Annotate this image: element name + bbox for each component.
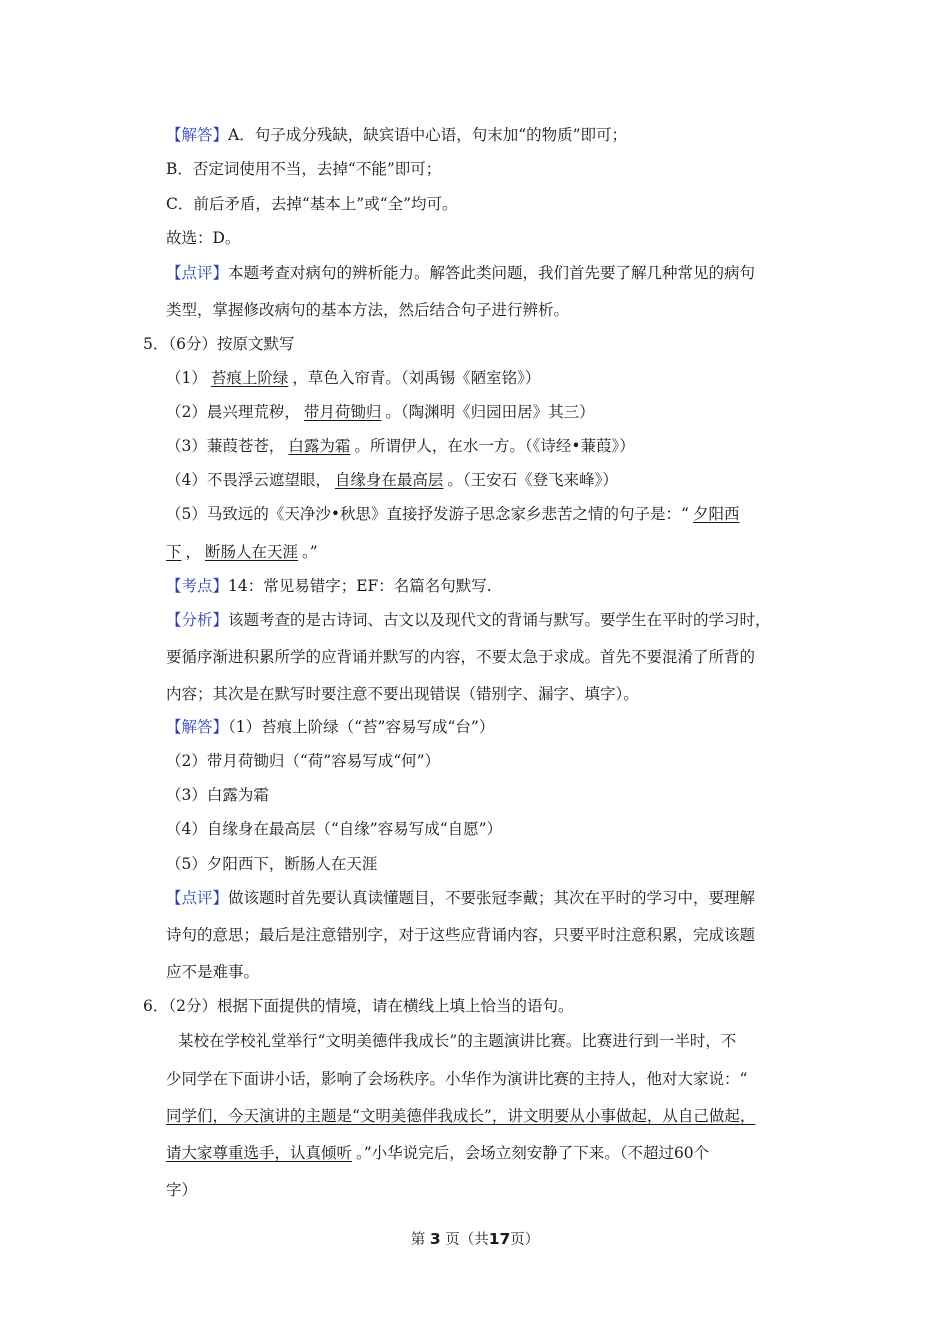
blank-fill: 下 (166, 543, 182, 561)
q4-answer-a: 【解答】A．句子成分残缺，缺宾语中心语，句末加“的物质”即可； (166, 126, 628, 144)
answer-tag: 【解答】 (166, 126, 229, 144)
page-footer: 第 3 页（共17页） (410, 1230, 540, 1248)
blank-fill: 同学们，今天演讲的主题是“文明美德伴我成长”，讲文明要从小事做起，从自己做起， (166, 1107, 756, 1125)
analysis-tag: 【分析】 (166, 611, 229, 629)
comment-tag: 【点评】 (166, 889, 229, 907)
q4-comment-2: 类型，掌握修改病句的基本方法，然后结合句子进行辨析。 (166, 301, 570, 319)
q5-analysis-1: 【分析】该题考查的是古诗词、古文以及现代文的背诵与默写。要学生在平时的学习时， (166, 611, 771, 629)
q4-choice: 故选：D。 (166, 229, 241, 247)
blank-fill: 自缘身在最高层 (334, 471, 444, 489)
q5-answer-5: （5）夕阳西下，断肠人在天涯 (166, 855, 378, 873)
q5-comment-1: 【点评】做该题时首先要认真读懂题目，不要张冠李戴；其次在平时的学习中，要理解 (166, 889, 756, 907)
q5-title: 5．（6分）按原文默写 (143, 335, 295, 353)
q6-para-last: 字） (166, 1181, 198, 1199)
q5-item-1: （1） 苔痕上阶绿 ，草色入帘青。（刘禹锡《陋室铭》） (166, 369, 541, 387)
page-number: 3 (429, 1230, 441, 1248)
q5-answer-4: （4）自缘身在最高层（“自缘”容易写成“自愿”） (166, 820, 503, 838)
q5-analysis-3: 内容；其次是在默写时要注意不要出现错误（错别字、漏字、填字）。 (166, 685, 639, 703)
blank-fill: 断肠人在天涯 (205, 543, 299, 561)
blank-fill: 夕阳西 (692, 505, 740, 523)
q6-title: 6．（2分）根据下面提供的情境，请在横线上填上恰当的语句。 (143, 997, 574, 1015)
answer-tag: 【解答】 (166, 718, 229, 736)
q5-answer-1: 【解答】（1）苔痕上阶绿（“苔”容易写成“台”） (166, 718, 495, 736)
q5-answer-3: （3）白露为霜 (166, 786, 269, 804)
q4-answer-b: B．否定词使用不当，去掉“不能”即可； (166, 160, 442, 178)
blank-fill: 苔痕上阶绿 (210, 369, 289, 387)
comment-tag: 【点评】 (166, 264, 229, 282)
q5-item-5: （5）马致远的《天净沙•秋思》直接抒发游子思念家乡悲苦之情的句子是：“ 夕阳西 (166, 503, 743, 525)
q4-answer-c: C．前后矛盾，去掉“基本上”或“全”均可。 (166, 195, 458, 213)
q5-point: 【考点】14：常见易错字；EF：名篇名句默写. (166, 577, 492, 595)
q5-item-5-cont: 下 ， 断肠人在天涯 。” (166, 543, 318, 561)
blank-fill: 请大家尊重选手，认真倾听 (166, 1144, 353, 1162)
blank-fill: 白露为霜 (288, 437, 351, 455)
q5-answer-2: （2）带月荷锄归（“荷”容易写成“何”） (166, 752, 441, 770)
q6-fill-line-1 (166, 1105, 755, 1127)
blank-fill: 带月荷锄归 (303, 403, 382, 421)
q5-comment-2: 诗句的意思；最后是注意错别字，对于这些应背诵内容，只要平时注意积累，完成该题 (166, 926, 756, 944)
q5-analysis-2: 要循序渐进积累所学的应背诵并默写的内容，不要太急于求成。首先不要混淆了所背的 (166, 648, 756, 666)
q6-fill-line-2: 请大家尊重选手，认真倾听 。”小华说完后，会场立刻安静了下来。（不超过60个 (166, 1144, 710, 1162)
q6-para-1: 某校在学校礼堂举行“文明美德伴我成长”的主题演讲比赛。比赛进行到一半时，不 (178, 1032, 737, 1050)
q5-item-2: （2）晨兴理荒秽， 带月荷锄归 。（陶渊明《归园田居》其三） (166, 403, 595, 421)
q4-comment-1: 【点评】本题考查对病句的辨析能力。解答此类问题，我们首先要了解几种常见的病句 (166, 264, 756, 282)
q5-item-3: （3）蒹葭苍苍， 白露为霜 。所谓伊人，在水一方。（《诗经•蒹葭》） (166, 437, 635, 455)
q6-para-2: 少同学在下面讲小话，影响了会场秩序。小华作为演讲比赛的主持人，他对大家说：“ (166, 1070, 748, 1088)
q5-comment-3: 应不是难事。 (166, 963, 260, 981)
page-total: 17 (488, 1230, 511, 1248)
q5-item-4: （4）不畏浮云遮望眼， 自缘身在最高层 。（王安石《登飞来峰》） (166, 471, 618, 489)
point-tag: 【考点】 (166, 577, 229, 595)
